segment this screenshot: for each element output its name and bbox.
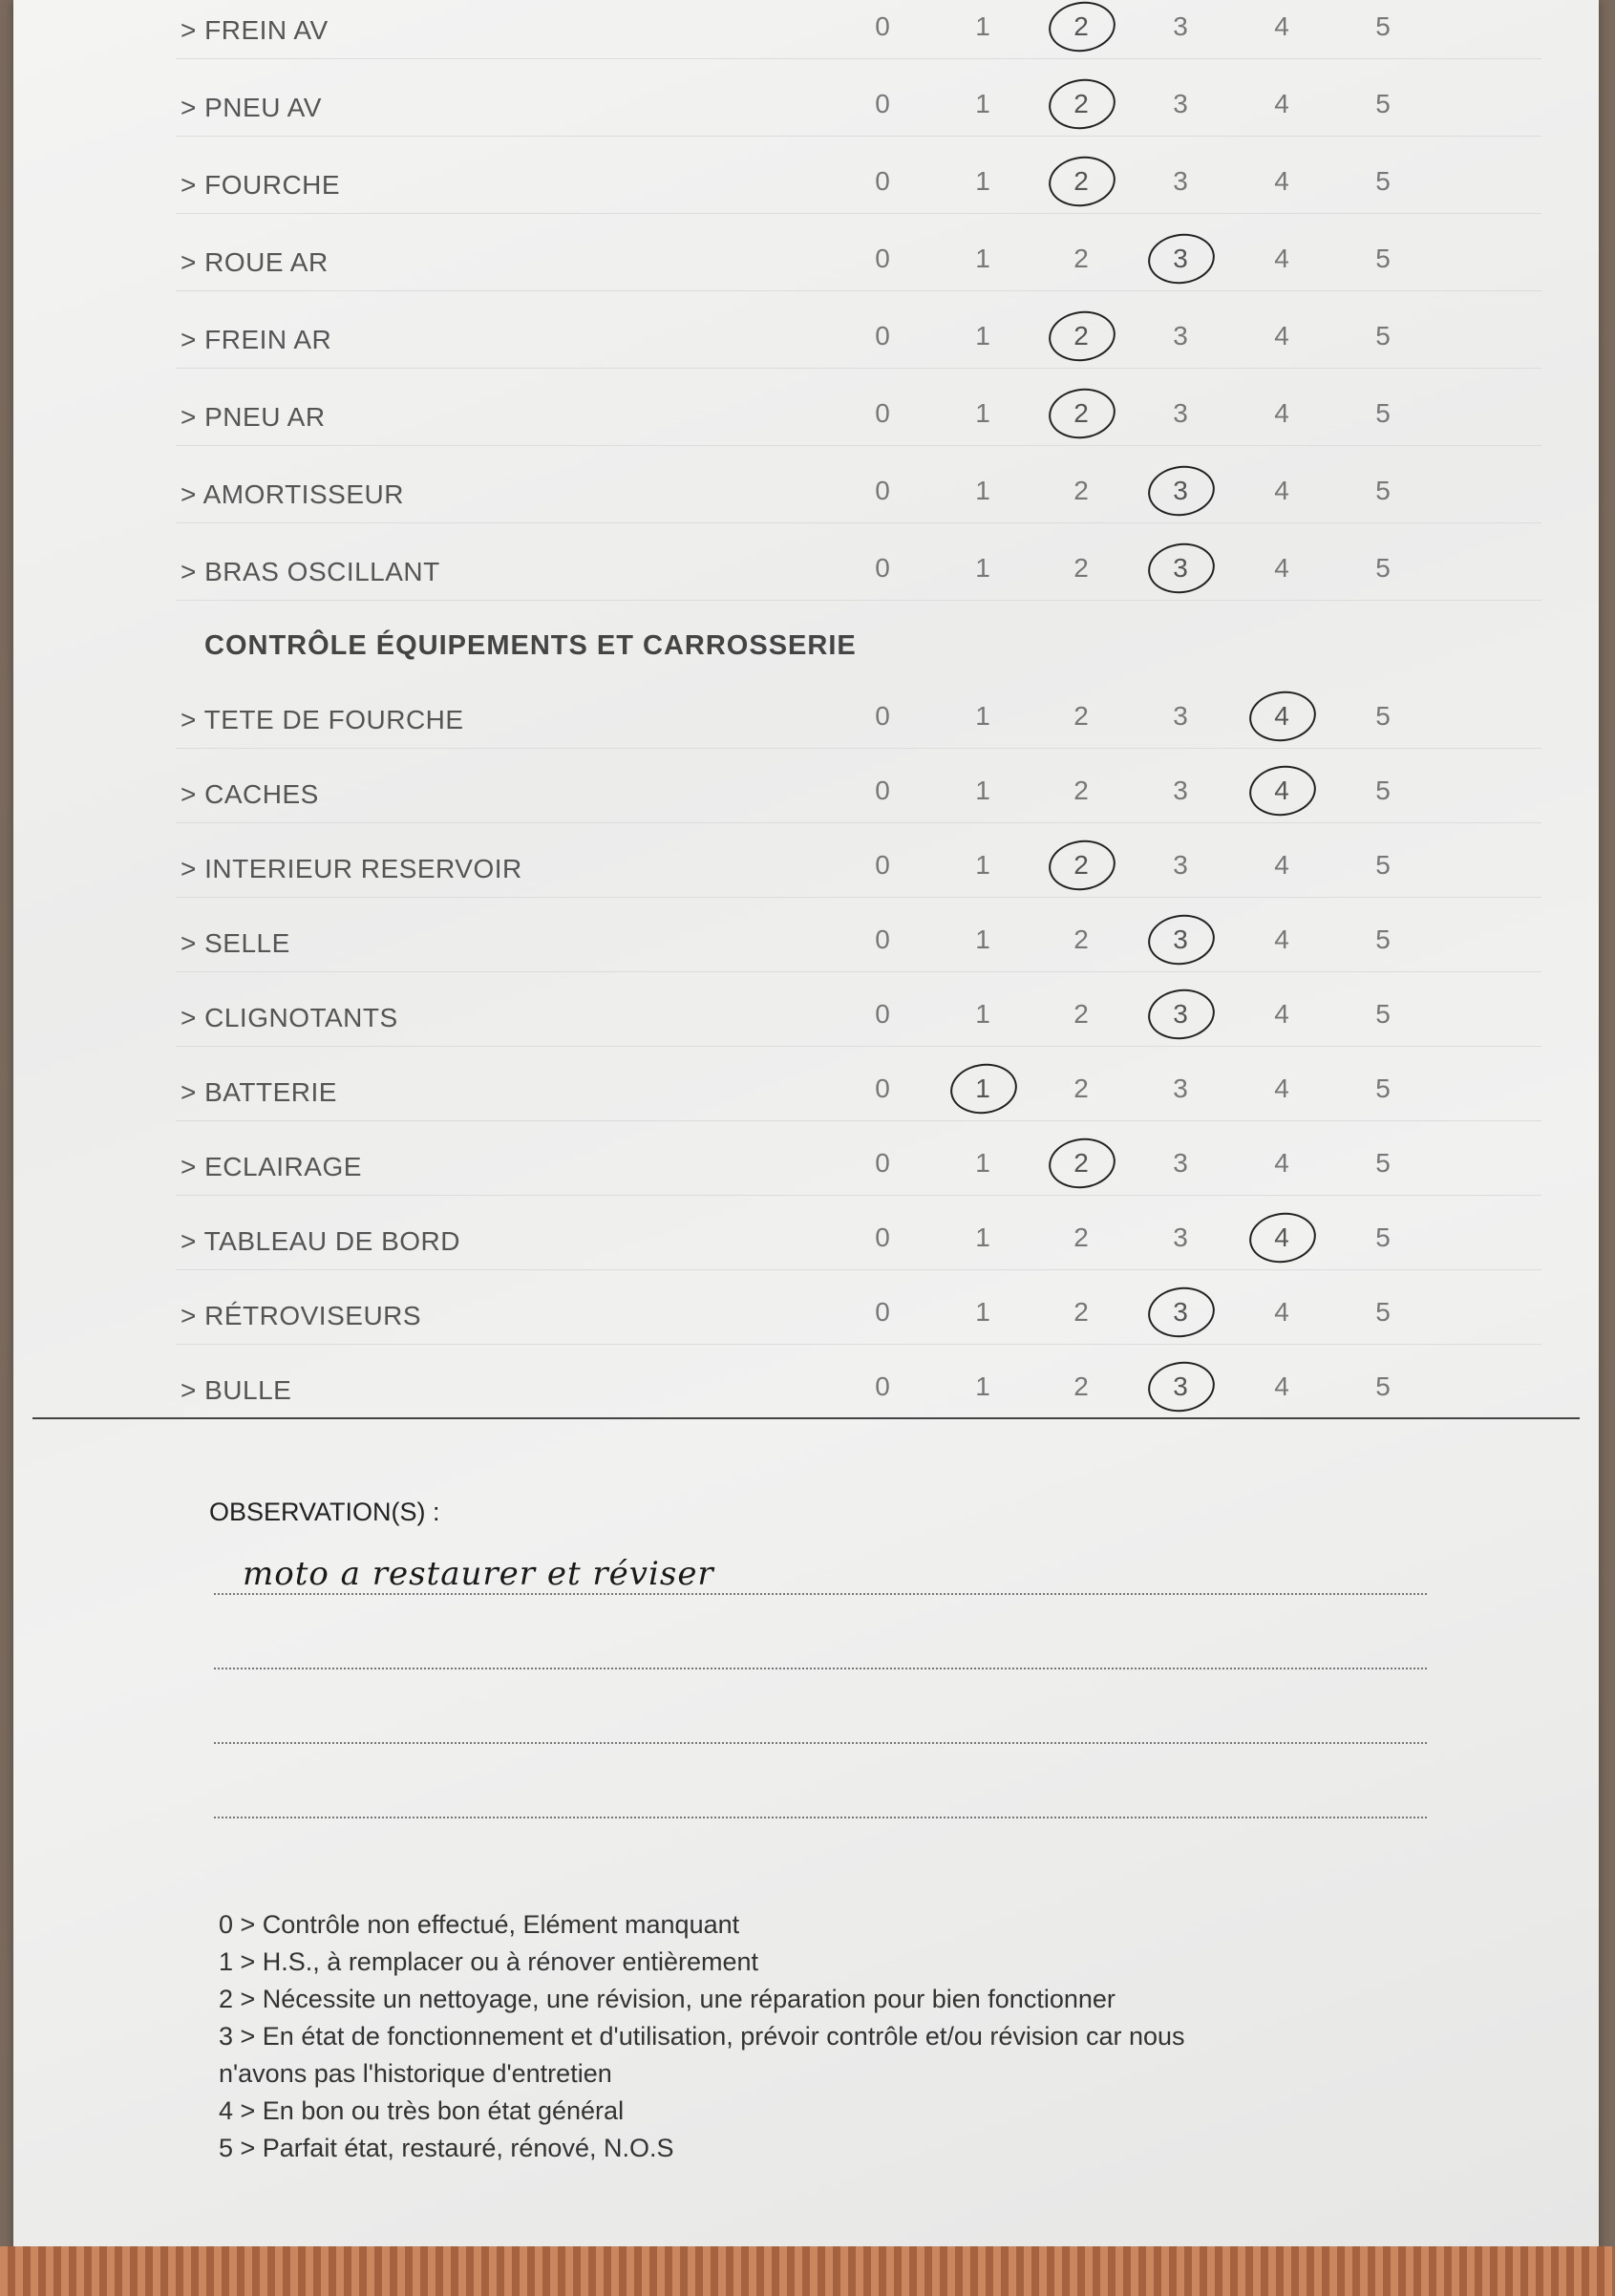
checklist-item-label: > CACHES xyxy=(181,779,319,809)
rating-option: 1 xyxy=(975,398,990,428)
rating-option: 5 xyxy=(1375,398,1391,428)
rating-option: 5 xyxy=(1375,244,1391,273)
checklist-row xyxy=(13,1364,1599,1421)
rating-option: 3 xyxy=(1173,850,1188,880)
rating-option: 0 xyxy=(875,89,890,118)
rating-option: 0 xyxy=(875,1297,890,1327)
checklist-row xyxy=(13,391,1599,448)
rating-option: 4 xyxy=(1274,925,1289,954)
checklist-item-label: > ROUE AR xyxy=(181,247,329,277)
rating-option: 3 xyxy=(1173,1222,1188,1252)
rating-option: 4 xyxy=(1274,1297,1289,1327)
observations-handwritten-text: moto a restaurer et réviser xyxy=(243,1555,714,1593)
row-rule xyxy=(176,748,1541,749)
checklist-row xyxy=(13,236,1599,293)
rating-option: 5 xyxy=(1375,553,1391,583)
selected-rating: 3 xyxy=(1152,553,1209,584)
rating-option: 5 xyxy=(1375,701,1391,731)
checklist-row xyxy=(13,991,1599,1049)
section-title: CONTRÔLE ÉQUIPEMENTS ET CARROSSERIE xyxy=(204,630,857,661)
rating-option: 3 xyxy=(1173,1074,1188,1103)
rating-option: 2 xyxy=(1073,1371,1089,1401)
legend-item: 2 > Nécessite un nettoyage, une révision, une réparation pour bien fonctionner xyxy=(219,1985,1116,2013)
row-rule xyxy=(176,1046,1541,1047)
checklist-item-label: > SELLE xyxy=(181,928,290,958)
rating-option: 1 xyxy=(975,321,990,351)
rating-option: 3 xyxy=(1173,89,1188,118)
rating-option: 3 xyxy=(1173,11,1188,41)
rating-option: 4 xyxy=(1274,321,1289,351)
selected-rating: 2 xyxy=(1052,321,1110,351)
rating-option: 5 xyxy=(1375,321,1391,351)
row-rule xyxy=(176,971,1541,972)
rating-option: 0 xyxy=(875,850,890,880)
checklist-item-label: > BRAS OSCILLANT xyxy=(181,557,440,586)
checklist-row xyxy=(13,768,1599,825)
rating-option: 5 xyxy=(1375,89,1391,118)
row-rule xyxy=(176,136,1541,137)
rating-option: 4 xyxy=(1274,89,1289,118)
legend-item: n'avons pas l'historique d'entretien xyxy=(219,2059,612,2088)
rating-option: 2 xyxy=(1073,1222,1089,1252)
rating-option: 2 xyxy=(1073,244,1089,273)
rating-legend xyxy=(219,1906,1185,2167)
selected-rating: 2 xyxy=(1052,850,1110,881)
rating-option: 2 xyxy=(1073,1297,1089,1327)
rating-option: 1 xyxy=(975,1148,990,1178)
checklist-row xyxy=(13,1066,1599,1123)
rating-option: 1 xyxy=(975,925,990,954)
checklist-item-label: > BULLE xyxy=(181,1375,292,1405)
checklist-row xyxy=(13,4,1599,61)
selected-rating: 3 xyxy=(1152,1371,1209,1402)
checklist-item-label: > AMORTISSEUR xyxy=(181,479,404,509)
row-rule xyxy=(176,822,1541,823)
rating-option: 1 xyxy=(975,476,990,505)
row-rule xyxy=(176,1195,1541,1196)
checklist-row xyxy=(13,313,1599,371)
row-rule xyxy=(176,368,1541,369)
checklist-row xyxy=(13,693,1599,751)
rating-option: 3 xyxy=(1173,776,1188,805)
checklist-item-label: > ECLAIRAGE xyxy=(181,1152,362,1181)
selected-rating: 2 xyxy=(1052,166,1110,197)
checklist-item-label: > FOURCHE xyxy=(181,170,341,200)
checklist-row xyxy=(13,159,1599,216)
selected-rating: 3 xyxy=(1152,999,1209,1030)
rating-option: 5 xyxy=(1375,476,1391,505)
rating-option: 4 xyxy=(1274,850,1289,880)
rating-option: 2 xyxy=(1073,476,1089,505)
selected-rating: 3 xyxy=(1152,476,1209,506)
rating-option: 0 xyxy=(875,999,890,1029)
rating-option: 4 xyxy=(1274,166,1289,196)
selected-rating: 3 xyxy=(1152,925,1209,955)
rating-option: 2 xyxy=(1073,553,1089,583)
selected-rating: 2 xyxy=(1052,398,1110,429)
rating-option: 5 xyxy=(1375,850,1391,880)
rating-option: 4 xyxy=(1274,398,1289,428)
selected-rating: 3 xyxy=(1152,1297,1209,1328)
checklist-row xyxy=(13,1140,1599,1198)
checklist-item-label: > BATTERIE xyxy=(181,1077,337,1107)
rating-option: 5 xyxy=(1375,1148,1391,1178)
checklist-item-label: > INTERIEUR RESERVOIR xyxy=(181,854,522,883)
row-rule xyxy=(176,290,1541,291)
rating-option: 4 xyxy=(1274,1148,1289,1178)
rating-option: 1 xyxy=(975,701,990,731)
rating-option: 0 xyxy=(875,1222,890,1252)
legend-item: 5 > Parfait état, restauré, rénové, N.O.S xyxy=(219,2134,674,2162)
row-rule xyxy=(176,1344,1541,1345)
section-divider xyxy=(32,1417,1580,1419)
row-rule xyxy=(176,600,1541,601)
checklist-row xyxy=(13,1289,1599,1347)
checklist-row xyxy=(13,842,1599,900)
legend-item: 1 > H.S., à remplacer ou à rénover entièrement xyxy=(219,1947,759,1976)
rating-option: 4 xyxy=(1274,244,1289,273)
rating-option: 1 xyxy=(975,89,990,118)
rating-option: 0 xyxy=(875,1074,890,1103)
selected-rating: 4 xyxy=(1253,1222,1310,1253)
row-rule xyxy=(176,1120,1541,1121)
rating-option: 0 xyxy=(875,925,890,954)
checklist-row xyxy=(13,545,1599,603)
rating-option: 2 xyxy=(1073,925,1089,954)
rating-option: 5 xyxy=(1375,1074,1391,1103)
rating-option: 0 xyxy=(875,476,890,505)
row-rule xyxy=(176,522,1541,523)
checklist-item-label: > PNEU AR xyxy=(181,402,326,432)
legend-item: 3 > En état de fonctionnement et d'utilisation, prévoir contrôle et/ou révision car nous xyxy=(219,2022,1185,2051)
rating-option: 3 xyxy=(1173,321,1188,351)
rating-option: 3 xyxy=(1173,398,1188,428)
selected-rating: 4 xyxy=(1253,701,1310,732)
rating-option: 0 xyxy=(875,1371,890,1401)
plastic-sleeve-edge xyxy=(0,2246,1615,2296)
rating-option: 5 xyxy=(1375,925,1391,954)
checklist-item-label: > TETE DE FOURCHE xyxy=(181,705,464,734)
checklist-item-label: > CLIGNOTANTS xyxy=(181,1003,398,1032)
rating-option: 1 xyxy=(975,166,990,196)
observation-line xyxy=(214,1593,1427,1595)
selected-rating: 4 xyxy=(1253,776,1310,806)
rating-option: 1 xyxy=(975,244,990,273)
checklist-item-label: > FREIN AV xyxy=(181,15,329,45)
rating-option: 0 xyxy=(875,166,890,196)
checklist-item-label: > FREIN AR xyxy=(181,325,332,354)
rating-option: 1 xyxy=(975,1222,990,1252)
rating-option: 1 xyxy=(975,11,990,41)
rating-option: 1 xyxy=(975,850,990,880)
checklist-row xyxy=(13,81,1599,138)
observation-line xyxy=(214,1742,1427,1744)
selected-rating: 1 xyxy=(954,1074,1011,1104)
rating-option: 2 xyxy=(1073,701,1089,731)
rating-option: 1 xyxy=(975,999,990,1029)
rating-option: 0 xyxy=(875,1148,890,1178)
selected-rating: 2 xyxy=(1052,1148,1110,1179)
checklist-row xyxy=(13,468,1599,525)
row-rule xyxy=(176,213,1541,214)
rating-option: 0 xyxy=(875,701,890,731)
row-rule xyxy=(176,897,1541,898)
rating-option: 2 xyxy=(1073,999,1089,1029)
rating-option: 0 xyxy=(875,244,890,273)
observation-line xyxy=(214,1817,1427,1818)
rating-option: 4 xyxy=(1274,1074,1289,1103)
legend-item: 0 > Contrôle non effectué, Elément manquant xyxy=(219,1910,740,1939)
rating-option: 5 xyxy=(1375,166,1391,196)
rating-option: 1 xyxy=(975,1371,990,1401)
rating-option: 0 xyxy=(875,11,890,41)
rating-option: 4 xyxy=(1274,1371,1289,1401)
legend-item: 4 > En bon ou très bon état général xyxy=(219,2096,625,2125)
rating-option: 2 xyxy=(1073,1074,1089,1103)
rating-option: 0 xyxy=(875,321,890,351)
row-rule xyxy=(176,1269,1541,1270)
rating-option: 3 xyxy=(1173,1148,1188,1178)
checklist-row xyxy=(13,1215,1599,1272)
rating-option: 2 xyxy=(1073,776,1089,805)
rating-option: 5 xyxy=(1375,999,1391,1029)
rating-option: 5 xyxy=(1375,1297,1391,1327)
selected-rating: 2 xyxy=(1052,11,1110,42)
selected-rating: 3 xyxy=(1152,244,1209,274)
inspection-sheet xyxy=(13,0,1599,2254)
rating-option: 0 xyxy=(875,553,890,583)
checklist-item-label: > PNEU AV xyxy=(181,93,322,122)
rating-option: 0 xyxy=(875,398,890,428)
row-rule xyxy=(176,58,1541,59)
checklist-row xyxy=(13,917,1599,974)
row-rule xyxy=(176,445,1541,446)
checklist-item-label: > RÉTROVISEURS xyxy=(181,1301,422,1330)
rating-option: 1 xyxy=(975,776,990,805)
observation-line xyxy=(214,1668,1427,1669)
rating-option: 1 xyxy=(975,553,990,583)
rating-option: 5 xyxy=(1375,11,1391,41)
selected-rating: 2 xyxy=(1052,89,1110,119)
rating-option: 3 xyxy=(1173,166,1188,196)
rating-option: 3 xyxy=(1173,701,1188,731)
rating-option: 4 xyxy=(1274,553,1289,583)
rating-option: 5 xyxy=(1375,1371,1391,1401)
rating-option: 5 xyxy=(1375,1222,1391,1252)
observations-label: OBSERVATION(S) : xyxy=(209,1498,440,1526)
rating-option: 4 xyxy=(1274,476,1289,505)
rating-option: 4 xyxy=(1274,11,1289,41)
checklist-item-label: > TABLEAU DE BORD xyxy=(181,1226,460,1256)
rating-option: 4 xyxy=(1274,999,1289,1029)
rating-option: 1 xyxy=(975,1297,990,1327)
rating-option: 0 xyxy=(875,776,890,805)
rating-option: 5 xyxy=(1375,776,1391,805)
